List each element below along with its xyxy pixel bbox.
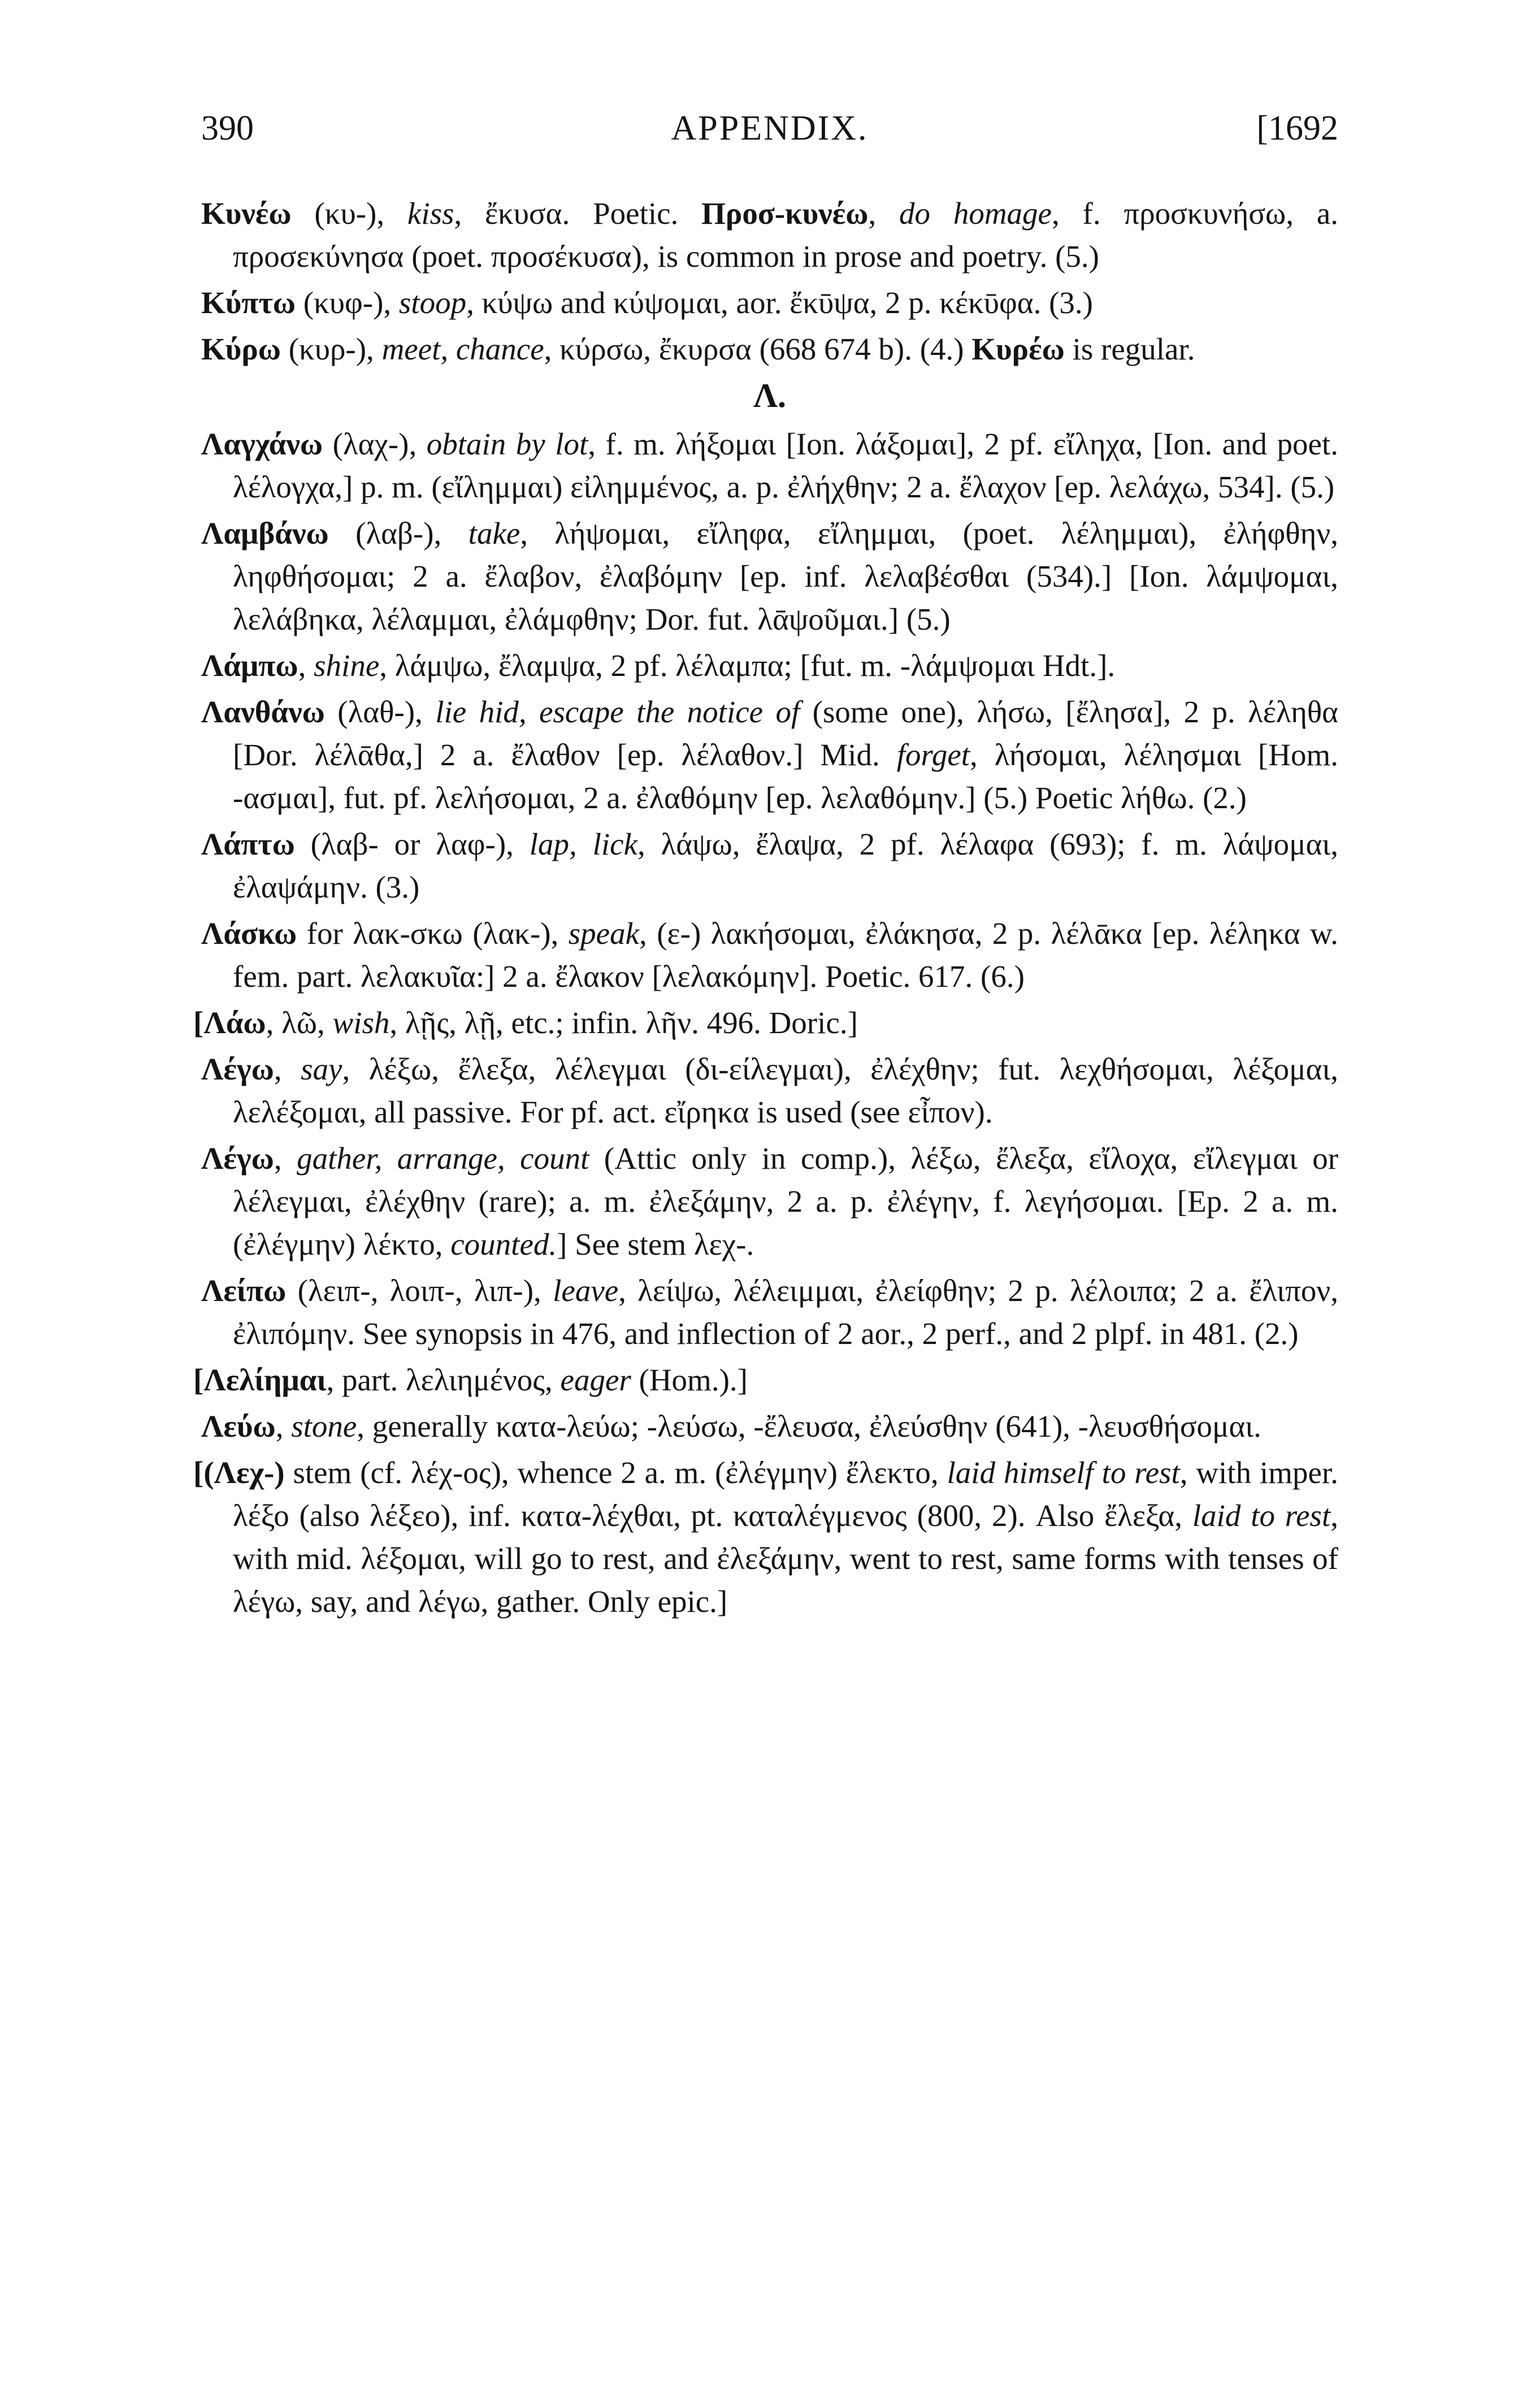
entry-text: , xyxy=(274,1141,297,1176)
headword: Λαμβάνω xyxy=(201,516,329,550)
entry-text: (κυ-), xyxy=(291,196,407,231)
running-header xyxy=(201,109,1338,159)
meaning: lie hid, escape the notice of xyxy=(435,695,800,729)
meaning: shine xyxy=(314,648,380,683)
entry-lampo xyxy=(201,644,1338,687)
entry-text: , part. λελιημένος, xyxy=(326,1363,561,1397)
headword: Λέγω xyxy=(201,1141,274,1176)
entry-text: is regular. xyxy=(1064,332,1195,366)
headword: Κύπτω xyxy=(201,285,296,320)
entry-kupto xyxy=(201,281,1338,324)
meaning: lap, lick xyxy=(529,827,637,861)
meaning: do homage xyxy=(899,196,1052,231)
headword: Κυνέω xyxy=(201,196,292,231)
headword: Λεύω xyxy=(201,1409,276,1443)
meaning: speak xyxy=(568,916,639,951)
meaning: obtain by lot xyxy=(426,427,588,461)
entry-text: (some one), λήσω, [ἔλησα], 2 p. λέληθα [Dor. λέλᾱθα,] 2 a. ἔλαθον [ep. λέλαθον.] Mid. xyxy=(233,695,1338,772)
section-letter: Λ. xyxy=(753,377,786,414)
entry-text: , f. προσκυνήσω, a. προσεκύνησα (poet. προσέκυσα), is common in prose and poetry. (5.) xyxy=(233,196,1338,274)
headword: Λάσκω xyxy=(201,916,297,951)
page-number: 390 xyxy=(201,109,254,148)
page-title: APPENDIX. xyxy=(671,109,869,148)
entry-text: , generally κατα-λεύω; -λεύσω, -ἔλευσα, ἐλεύσθην (641), -λευσθήσομαι. xyxy=(357,1409,1261,1443)
entry-text: (κυφ-), xyxy=(296,285,399,320)
headword: [Λελίημαι xyxy=(193,1363,327,1397)
entry-lambano xyxy=(201,512,1338,641)
dictionary-body xyxy=(193,192,1339,1627)
meaning: wish xyxy=(332,1005,390,1040)
entry-text: (λαχ-), xyxy=(323,427,427,461)
entry-lech-stem xyxy=(193,1451,1338,1623)
meaning: leave xyxy=(553,1273,619,1308)
entry-lanchano xyxy=(201,423,1338,509)
entry-lao xyxy=(193,1001,1338,1044)
entry-leliemai xyxy=(193,1359,1338,1402)
section-reference: [1692 xyxy=(1256,109,1338,148)
entry-text: , xyxy=(274,1052,301,1086)
entry-text: , xyxy=(275,1409,292,1443)
headword: [Λάω xyxy=(193,1005,266,1040)
meaning: laid himself to rest xyxy=(947,1455,1180,1490)
headword: Λέγω xyxy=(201,1052,274,1086)
entry-kuneo xyxy=(201,192,1338,278)
entry-kuro xyxy=(201,328,1338,371)
entry-text: ] See stem λεχ-. xyxy=(557,1227,754,1261)
entry-text: for λακ-σκω (λακ-), xyxy=(297,916,569,951)
entry-lego-gather xyxy=(201,1137,1338,1266)
meaning: stoop xyxy=(398,285,467,320)
headword: Κυρέω xyxy=(971,332,1065,366)
meaning: gather, arrange, count xyxy=(297,1141,589,1176)
entry-text: , λήσομαι, λέλησμαι [Hom. -ασμαι], fut. pf. λελήσομαι, 2 a. ἐλαθόμην [ep. λελαθόμην.] (5.) Poetic λήθω. (2.) xyxy=(233,738,1338,815)
entry-lapto xyxy=(201,823,1338,909)
headword: Λείπω xyxy=(201,1273,287,1308)
entry-text: (Hom.).] xyxy=(631,1363,748,1397)
entry-leuo xyxy=(201,1405,1338,1448)
entry-text: (λειπ-, λοιπ-, λιπ-), xyxy=(286,1273,553,1308)
entry-text: , λῇς, λῇ, etc.; infin. λῆν. 496. Doric.] xyxy=(389,1005,858,1040)
headword: Κύρω xyxy=(201,332,281,366)
entry-lanthano xyxy=(201,691,1338,820)
headword: Λάπτω xyxy=(201,827,295,861)
entry-text: , xyxy=(298,648,314,683)
entry-text: (λαθ-), xyxy=(324,695,436,729)
entry-text: , (ε-) λακήσομαι, ἐλάκησα, 2 p. λέλᾱκα [ep. λέληκα w. fem. part. λελακυῖα:] 2 a. ἔλακον [λελακόμην]. Poetic. 617. (6.) xyxy=(233,916,1338,994)
headword: Λαγχάνω xyxy=(201,427,323,461)
meaning: stone xyxy=(291,1409,357,1443)
entry-text: , with imper. λέξο (also λέξεο), inf. κατα-λέχθαι, pt. καταλέγμενος (800, 2). Also ἔλεξα, xyxy=(233,1455,1338,1533)
meaning: forget xyxy=(896,738,970,772)
meaning: kiss xyxy=(407,196,454,231)
entry-text: , κύρσω, ἔκυρσα (668 674 b). (4.) xyxy=(544,332,972,366)
headword: Λανθάνω xyxy=(201,695,325,729)
entry-text: , f. m. λήξομαι [Ion. λάξομαι], 2 pf. εἴληχα, [Ion. and poet. λέλογχα,] p. m. (εἴλημμαι) εἰλημμένος, a. p. ἐλήχθην; 2 a. ἔλαχον [ep. λελάχω, 534]. (5.) xyxy=(233,427,1338,504)
entry-text: , λάμψω, ἔλαμψα, 2 pf. λέλαμπα; [fut. m. -λάμψομαι Hdt.]. xyxy=(379,648,1116,683)
headword: [(Λεχ-) xyxy=(193,1455,285,1490)
meaning: eager xyxy=(560,1363,631,1397)
entry-text: (κυρ-), xyxy=(280,332,382,366)
entry-text: stem (cf. λέχ-ος), whence 2 a. m. (ἐλέγμην) ἔλεκτο, xyxy=(284,1455,947,1490)
meaning: counted. xyxy=(450,1227,557,1261)
headword: Λάμπω xyxy=(201,648,298,683)
entry-text: (λαβ-), xyxy=(328,516,468,550)
entry-text: , xyxy=(868,196,900,231)
meaning: say xyxy=(301,1052,342,1086)
meaning: take xyxy=(468,516,520,550)
entry-lasko xyxy=(201,912,1338,998)
entry-text: , κύψω and κύψομαι, aor. ἔκῡψα, 2 p. κέκῡφα. (3.) xyxy=(466,285,1093,320)
entry-text: , λάψω, ἔλαψα, 2 pf. λέλαφα (693); f. m. λάψομαι, ἐλαψάμην. (3.) xyxy=(233,827,1338,904)
entry-text: , λήψομαι, εἴληφα, εἴλημμαι, (poet. λέλημμαι), ἐλήφθην, ληφθήσομαι; 2 a. ἔλαβον, ἐλαβόμην [ep. inf. λελαβέσθαι (534).] [Ion. λάμψομαι, λελάβηκα, λέλαμμαι, ἐλάμφθην; Dor. fut. λᾱψοῦμαι.] (5.) xyxy=(233,516,1338,636)
headword: Προσ-κυνέω xyxy=(701,196,869,231)
entry-text: , ἔκυσα. Poetic. xyxy=(454,196,702,231)
entry-lego-say xyxy=(201,1048,1338,1134)
meaning: laid to rest xyxy=(1192,1498,1331,1533)
entry-leipo xyxy=(201,1269,1338,1355)
meaning: meet, chance xyxy=(381,332,544,366)
entry-text: (Attic only in comp.), λέξω, ἔλεξα, εἴλοχα, εἴλεγμαι or λέλεγμαι, ἐλέχθην (rare); a. m. ἐλεξάμην, 2 a. p. ἐλέγην, f. λεγήσομαι. [Ep. 2 a. m. (ἐλέγμην) λέκτο, xyxy=(233,1141,1339,1261)
entry-text: , λῶ, xyxy=(266,1005,333,1040)
entry-text: , λέξω, ἔλεξα, λέλεγμαι (δι-είλεγμαι), ἐλέχθην; fut. λεχθήσομαι, λέξομαι, λελέξομαι, all passive. For pf. act. εἴρηκα is used (see εἶπον). xyxy=(233,1052,1339,1129)
entry-text: (λαβ- or λαφ-), xyxy=(294,827,530,861)
entry-text: , λείψω, λέλειμμαι, ἐλείφθην; 2 p. λέλοιπα; 2 a. ἔλιπον, ἐλιπόμην. See synopsis in 476, and inflection of 2 aor., 2 perf., and 2 plpf. in 481. (2.) xyxy=(233,1273,1338,1351)
entry-text: , with mid. λέξομαι, will go to rest, and ἐλεξάμην, went to rest, same forms with tenses of λέγω, say, and λέγω, gather. Only epic.] xyxy=(233,1498,1338,1619)
